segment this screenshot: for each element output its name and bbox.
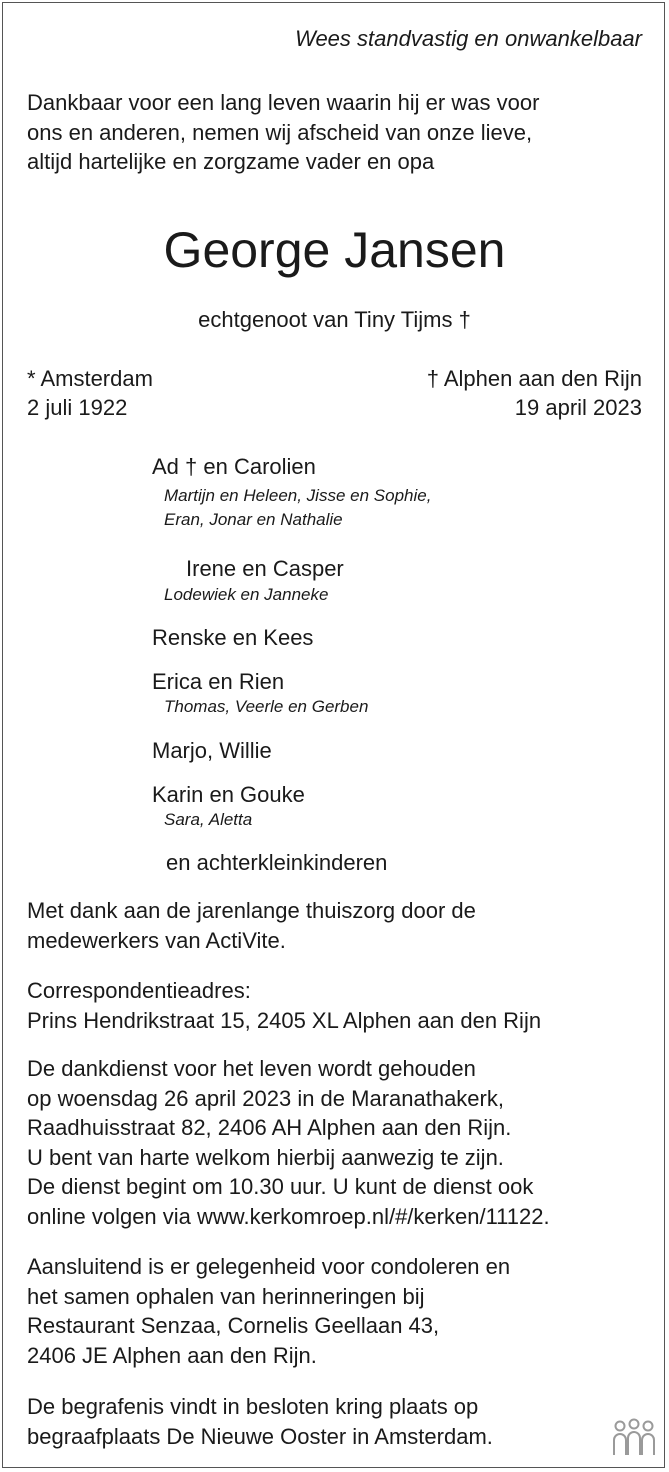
funeral-line: begraafplaats De Nieuwe Ooster in Amsterdam. xyxy=(27,1423,493,1449)
service-line: op woensdag 26 april 2023 in de Maranathakerk, xyxy=(27,1085,504,1111)
correspondence-label: Correspondentieadres: xyxy=(27,978,251,1003)
thanks-line: medewerkers van ActiVite. xyxy=(27,927,286,953)
family-member: Renske en Kees xyxy=(152,625,314,650)
intro-line: Dankbaar voor een lang leven waarin hij er was voor xyxy=(27,90,540,115)
condolence-line: Aansluitend is er gelegenheid voor condoleren en xyxy=(27,1254,511,1279)
service-line: De dienst begint om 10.30 uur. U kunt de dienst ook xyxy=(27,1174,534,1199)
service-line: online volgen via www.kerkomroep.nl/#/kerken/11122. xyxy=(27,1203,550,1229)
condolence-line: 2406 JE Alphen aan den Rijn. xyxy=(27,1342,317,1368)
condolence-line: het samen ophalen van herinneringen bij xyxy=(27,1283,425,1309)
funeral-line: De begrafenis vindt in besloten kring plaats op xyxy=(27,1394,479,1419)
grandchildren: Lodewiek en Janneke xyxy=(164,585,329,604)
deceased-name: George Jansen xyxy=(163,222,506,278)
people-group-icon xyxy=(610,1418,658,1458)
family-member: Marjo, Willie xyxy=(152,738,272,763)
death-date: 19 april 2023 xyxy=(514,395,642,420)
great-grandchildren: en achterkleinkinderen xyxy=(166,850,388,875)
death-info xyxy=(427,364,642,422)
grandchildren: Eran, Jonar en Nathalie xyxy=(164,510,343,529)
intro-text xyxy=(27,88,539,177)
service-line: De dankdienst voor het leven wordt gehouden xyxy=(27,1056,476,1081)
condolence-line: Restaurant Senzaa, Cornelis Geellaan 43, xyxy=(27,1313,440,1338)
family-member: Ad † en Carolien xyxy=(152,454,316,479)
thanks-text xyxy=(27,896,476,955)
grandchildren: Sara, Aletta xyxy=(164,810,253,829)
intro-line: ons en anderen, nemen wij afscheid van onze lieve, xyxy=(27,119,533,145)
correspondence-address xyxy=(27,976,541,1035)
death-place: † Alphen aan den Rijn xyxy=(426,366,642,391)
birth-date: 2 juli 1922 xyxy=(27,395,128,420)
birth-place: * Amsterdam xyxy=(27,366,153,391)
intro-line: altijd hartelijke en zorgzame vader en opa xyxy=(27,149,435,174)
birth-info xyxy=(27,364,153,422)
service-line: Raadhuisstraat 82, 2406 AH Alphen aan den Rijn. xyxy=(27,1115,512,1140)
grandchildren: Thomas, Veerle en Gerben xyxy=(164,697,369,716)
family-member: Karin en Gouke xyxy=(152,782,305,807)
grandchildren: Martijn en Heleen, Jisse en Sophie, xyxy=(164,486,432,505)
condolence-info xyxy=(27,1252,510,1370)
funeral-info xyxy=(27,1392,493,1451)
service-info xyxy=(27,1054,550,1231)
family-member: Erica en Rien xyxy=(152,669,285,694)
thanks-line: Met dank aan de jarenlange thuiszorg door de xyxy=(27,898,476,923)
motto: Wees standvastig en onwankelbaar xyxy=(295,26,642,51)
correspondence-line: Prins Hendrikstraat 15, 2405 XL Alphen aan den Rijn xyxy=(27,1007,542,1033)
family-member: Irene en Casper xyxy=(186,556,344,581)
service-line: U bent van harte welkom hierbij aanwezig te zijn. xyxy=(27,1144,504,1170)
spouse-line: echtgenoot van Tiny Tijms † xyxy=(198,307,471,332)
